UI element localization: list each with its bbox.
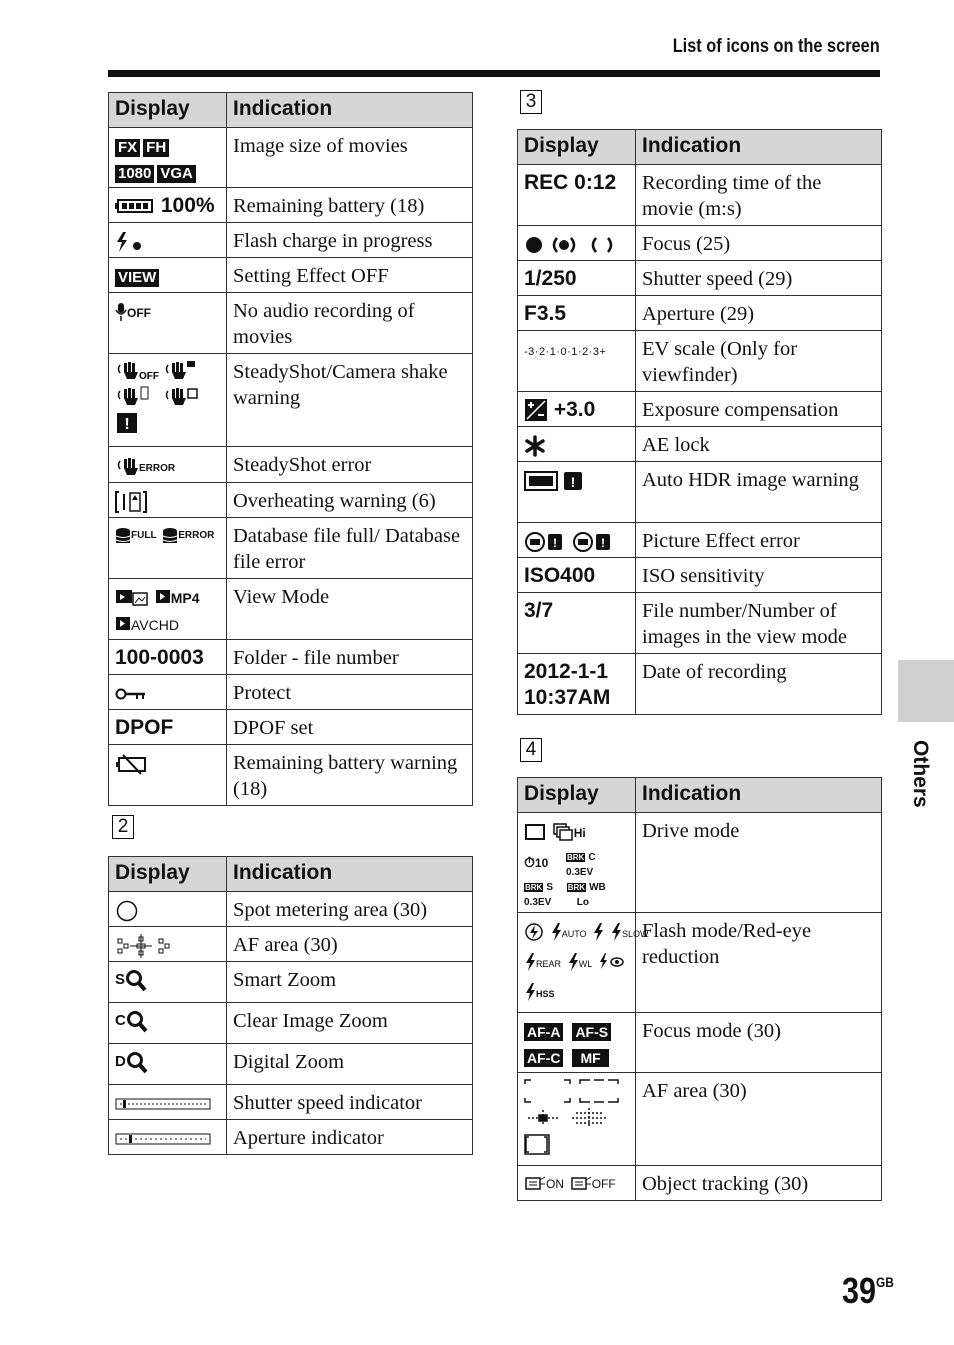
self-timer-label: 10 (534, 856, 549, 870)
indication-text: Protect (227, 675, 473, 710)
smart-zoom-cell (109, 962, 227, 1003)
af-c-icon: AF-C (524, 1049, 563, 1067)
indication-text: SteadyShot error (227, 447, 473, 483)
icons-table-2 (108, 856, 473, 1155)
indication-text: Focus mode (30) (636, 1013, 882, 1073)
indication-text: Auto HDR image warning (636, 462, 882, 523)
section-number-4: 4 (520, 738, 542, 762)
indication-text: Flash charge in progress (227, 223, 473, 258)
aperture-indicator-cell (109, 1120, 227, 1155)
vga-icon: VGA (157, 165, 196, 183)
bracket-s-icon: BRK S 0.3EV (524, 882, 554, 908)
af-area-cell (109, 927, 227, 962)
file-number: 3/7 (518, 593, 636, 654)
focus-indicator-icons (524, 234, 614, 256)
database-cell (109, 518, 227, 579)
tracking-icon (570, 1175, 592, 1195)
focus-mode-cell (518, 1013, 636, 1073)
indication-text: Overheating warning (6) (227, 483, 473, 518)
picture-effect-cell (518, 523, 636, 558)
steadyshot-error-cell (109, 447, 227, 483)
flash-slow-icon (610, 922, 622, 942)
indication-text: Folder - file number (227, 640, 473, 675)
magnifier-icon (125, 969, 147, 993)
spot-circle-icon (115, 899, 139, 923)
indication-text: SteadyShot/Camera shake warning (227, 354, 473, 447)
af-area-icon (115, 934, 175, 958)
flash-hss-icon (524, 982, 536, 1002)
svg-text:!: ! (601, 535, 605, 550)
empty-battery-icon (115, 753, 149, 775)
folder-number: 100-0003 (109, 640, 227, 675)
indication-text: Digital Zoom (227, 1044, 473, 1085)
indication-text: Object tracking (30) (636, 1166, 882, 1201)
magnifier-icon (126, 1051, 148, 1075)
flash-charge-icon (115, 231, 145, 253)
continuous-icon (552, 822, 574, 842)
mf-icon: MF (572, 1049, 608, 1067)
drive-mode-cell (518, 813, 636, 913)
side-tab (898, 660, 954, 722)
af-area-cell (518, 1073, 636, 1166)
flash-fill-icon (592, 922, 604, 942)
self-timer-icon: ⏱ (524, 854, 535, 870)
ae-lock-cell (518, 427, 636, 462)
focus-cell (518, 226, 636, 261)
indication-text: Picture Effect error (636, 523, 882, 558)
exposure-cell (518, 392, 636, 427)
battery-warning-cell (109, 745, 227, 806)
shake-warning-icons (115, 359, 205, 439)
section-number-3: 3 (520, 90, 542, 114)
battery-icon (115, 198, 155, 214)
zoom-letter: C (115, 1012, 126, 1029)
hdr-warning-icon (524, 470, 584, 492)
1080-icon: 1080 (115, 165, 154, 183)
hi-label: Hi (573, 826, 586, 840)
indication-text: Exposure compensation (636, 392, 882, 427)
no-audio-cell (109, 293, 227, 354)
folder-view-icon (115, 587, 149, 609)
page-number: $39^{GB}$ (842, 1270, 894, 1311)
indication-text: Aperture (29) (636, 296, 882, 331)
picture-effect-error-icon (524, 531, 620, 553)
zoom-letter: S (115, 971, 126, 988)
indication-text: Image size of movies (227, 128, 473, 188)
indication-text: Focus (25) (636, 226, 882, 261)
section-number-2: 2 (112, 815, 134, 839)
magnifier-icon (126, 1010, 148, 1034)
digital-zoom-cell (109, 1044, 227, 1085)
icons-table-1 (108, 92, 473, 806)
ev-scale-cell (518, 331, 636, 392)
steadyshot-icon (115, 455, 139, 477)
flash-rear-icon (524, 952, 536, 972)
battery-cell (109, 188, 227, 223)
indication-text: Smart Zoom (227, 962, 473, 1003)
view-cell (109, 258, 227, 293)
icons-table-3 (517, 129, 882, 715)
shutter-speed: 1/250 (518, 261, 636, 296)
database-error-icon (162, 527, 178, 547)
indication-text: View Mode (227, 579, 473, 640)
ev-scale: -3·2·1·0·1·2·3+ (524, 346, 607, 358)
fh-icon: FH (143, 139, 169, 157)
view-icon: VIEW (115, 269, 159, 287)
indication-text: AF area (30) (636, 1073, 882, 1166)
indication-text: Clear Image Zoom (227, 1003, 473, 1044)
key-icon (115, 687, 147, 701)
indication-text: AF area (30) (227, 927, 473, 962)
col-indication: Indication (227, 93, 473, 128)
indication-text: Shutter speed indicator (227, 1085, 473, 1120)
exposure-comp-icon (524, 398, 548, 422)
iso: ISO400 (518, 558, 636, 593)
indication-text: No audio recording of movies (227, 293, 473, 354)
flash-off-icon (524, 922, 544, 942)
col-display: Display (518, 778, 636, 813)
exposure-value: +3.0 (553, 398, 596, 421)
red-eye-icon (598, 952, 624, 972)
database-full-icon (115, 527, 131, 547)
indication-text: Remaining battery (18) (227, 188, 473, 223)
single-shot-icon (524, 822, 546, 842)
bracket-c-icon: BRK C 0.3EV (565, 852, 596, 878)
clear-zoom-cell (109, 1003, 227, 1044)
ae-lock-star-icon (524, 435, 546, 457)
indication-text: Drive mode (636, 813, 882, 913)
thermometer-icon (115, 490, 147, 514)
col-indication: Indication (636, 130, 882, 165)
indication-text: Shutter speed (29) (636, 261, 882, 296)
battery-percent: 100% (160, 194, 215, 217)
indication-text: Recording time of the movie (m:s) (636, 165, 882, 226)
indication-text: AE lock (636, 427, 882, 462)
svg-text:!: ! (124, 416, 130, 433)
flash-mode-cell: AUTO SLOW REAR WL HSS (518, 913, 636, 1013)
indication-text: File number/Number of images in the view mode (636, 593, 882, 654)
flash-auto-icon (550, 922, 562, 942)
fx-icon: FX (115, 139, 140, 157)
aperture: F3.5 (518, 296, 636, 331)
protect-cell (109, 675, 227, 710)
recording-date: 2012-1-1 10:37AM (518, 654, 636, 715)
flash-charge-cell (109, 223, 227, 258)
overheat-cell (109, 483, 227, 518)
steadyshot-cell (109, 354, 227, 447)
indication-text: EV scale (Only for viewfinder) (636, 331, 882, 392)
error-label: ERROR (178, 530, 215, 541)
indication-text: Date of recording (636, 654, 882, 715)
svg-text:!: ! (570, 473, 576, 490)
indication-text: Setting Effect OFF (227, 258, 473, 293)
movie-size-icons (109, 128, 227, 188)
icons-table-4 (517, 777, 882, 1201)
header-rule (108, 70, 880, 77)
avchd-view-icon (115, 614, 131, 636)
flash-wl-icon (567, 952, 579, 972)
indication-text: DPOF set (227, 710, 473, 745)
svg-text:!: ! (553, 535, 557, 550)
object-tracking-cell: ON OFF (518, 1166, 636, 1201)
svg-text:OFF: OFF (139, 371, 159, 382)
indication-text: Remaining battery warning (18) (227, 745, 473, 806)
col-indication: Indication (636, 778, 882, 813)
zoom-letter: D (115, 1053, 126, 1070)
col-display: Display (109, 93, 227, 128)
off-label: OFF (127, 306, 151, 320)
af-area-mode-icons (524, 1078, 620, 1158)
shutter-scale-icon (115, 1098, 211, 1110)
running-header: List of icons on the screen (672, 36, 880, 57)
af-a-icon: AF-A (524, 1023, 563, 1041)
spot-metering-cell (109, 892, 227, 927)
indication-text: Database file full/ Database file error (227, 518, 473, 579)
mp4-view-icon (155, 587, 171, 609)
side-tab-label: Others (909, 740, 932, 808)
tracking-icon (524, 1175, 546, 1195)
rec-time: REC 0:12 (518, 165, 636, 226)
aperture-scale-icon (115, 1133, 211, 1145)
avchd-label: AVCHD (131, 617, 179, 633)
indication-text: Flash mode/Red-eye reduction (636, 913, 882, 1013)
col-display: Display (518, 130, 636, 165)
microphone-icon (115, 302, 127, 322)
col-indication: Indication (227, 857, 473, 892)
indication-text: Spot metering area (30) (227, 892, 473, 927)
error-label: ERROR (139, 463, 176, 474)
view-mode-cell (109, 579, 227, 640)
shutter-indicator-cell (109, 1085, 227, 1120)
indication-text: ISO sensitivity (636, 558, 882, 593)
bracket-wb-icon: BRK WB Lo (567, 882, 606, 908)
mp4-label: MP4 (170, 590, 200, 606)
af-s-icon: AF-S (572, 1023, 611, 1041)
col-display: Display (109, 857, 227, 892)
hdr-warning-cell (518, 462, 636, 523)
full-label: FULL (131, 530, 157, 541)
dpof-label: DPOF (109, 710, 227, 745)
indication-text: Aperture indicator (227, 1120, 473, 1155)
